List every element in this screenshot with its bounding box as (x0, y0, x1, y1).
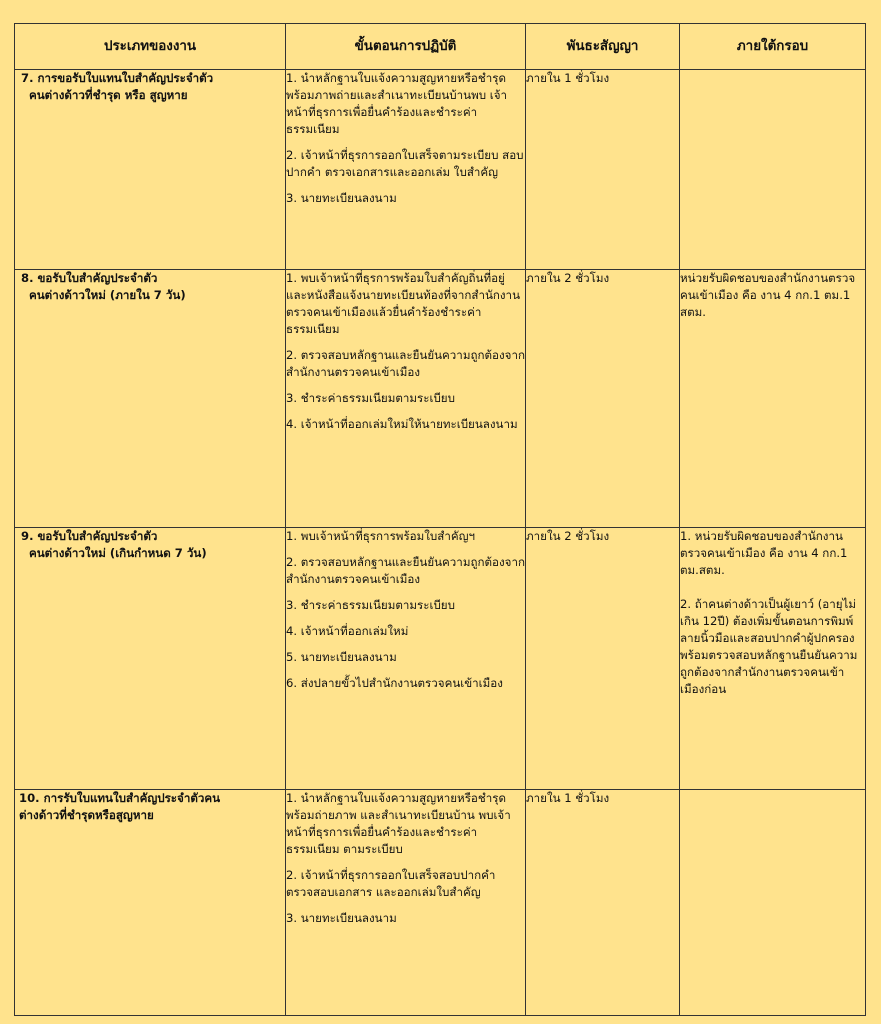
steps-cell (286, 70, 526, 270)
step-item: 2. เจ้าหน้าที่ธุรการออกใบเสร็จสอบปากคำ ตรวจสอบเอกสาร และออกเล่มใบสำคัญ (286, 868, 496, 899)
steps-cell (286, 528, 526, 790)
time-cell: ภายใน 1 ชั่วโมง (526, 70, 680, 270)
header-type: ประเภทของงาน (15, 24, 286, 70)
step-item: 1. นำหลักฐานใบแจ้งความสูญหายหรือชำรุดพร้อมถ่ายภาพ และสำเนาทะเบียนบ้าน พบเจ้าหน้าที่ธุรการเพื่อยื่นคำร้องและชำระค่าธรรมเนียม ตามระเบียบ (286, 791, 511, 856)
step-item: 3. นายทะเบียนลงนาม (286, 911, 397, 925)
time-cell: ภายใน 2 ชั่วโมง (526, 270, 680, 528)
service-type-line1: 8. ขอรับใบสำคัญประจำตัว (21, 271, 158, 285)
table-row (15, 70, 866, 270)
service-type-line1: 7. การขอรับใบแทนใบสำคัญประจำตัว (21, 71, 214, 85)
scope-cell (680, 70, 866, 270)
service-type-line1: 10. การรับใบแทนใบสำคัญประจำตัวคน (19, 791, 221, 805)
time-cell: ภายใน 1 ชั่วโมง (526, 790, 680, 1016)
step-item: 3. ชำระค่าธรรมเนียมตามระเบียบ (286, 391, 455, 405)
scope-item: 2. ถ้าคนต่างด้าวเป็นผู้เยาว์ (อายุไม่เกิน 12ปี) ต้องเพิ่มขั้นตอนการพิมพ์ลายนิ้วมือและสอบปากคำผู้ปกครองพร้อมตรวจสอบหลักฐานยืนยันความถูกต้องจากสำนักงานตรวจคนเข้าเมืองก่อน (680, 597, 858, 696)
step-item: 1. พบเจ้าหน้าที่ธุรการพร้อมใบสำคัญฯ (286, 529, 476, 543)
service-type-line1: 9. ขอรับใบสำคัญประจำตัว (21, 529, 158, 543)
step-item: 1. พบเจ้าหน้าที่ธุรการพร้อมใบสำคัญถิ่นที่อยู่และหนังสือแจ้งนายทะเบียนท้องที่จากสำนักงานตรวจคนเข้าเมืองแล้วยื่นคำร้องชำระค่าธรรมเนียม (286, 271, 520, 336)
step-item: 2. ตรวจสอบหลักฐานและยืนยันความถูกต้องจากสำนักงานตรวจคนเข้าเมือง (286, 348, 525, 379)
time-cell: ภายใน 2 ชั่วโมง (526, 528, 680, 790)
step-item: 2. ตรวจสอบหลักฐานและยืนยันความถูกต้องจากสำนักงานตรวจคนเข้าเมือง (286, 555, 525, 586)
service-type-cell (15, 528, 286, 790)
table-row (15, 528, 866, 790)
table-header-row (15, 24, 866, 70)
service-type-line2: คนต่างด้าวใหม่ (ภายใน 7 วัน) (29, 288, 186, 302)
header-steps: ขั้นตอนการปฏิบัติ (286, 24, 526, 70)
step-item: 4. เจ้าหน้าที่ออกเล่มใหม่ (286, 624, 409, 638)
table-row (15, 270, 866, 528)
step-item: 6. ส่งปลายขั้วไปสำนักงานตรวจคนเข้าเมือง (286, 676, 503, 690)
step-item: 4. เจ้าหน้าที่ออกเล่มใหม่ให้นายทะเบียนลงนาม (286, 417, 518, 431)
step-item: 3. นายทะเบียนลงนาม (286, 191, 397, 205)
header-time: พันธะสัญญา (526, 24, 680, 70)
scope-item: หน่วยรับผิดชอบของสำนักงานตรวจคนเข้าเมือง คือ งาน 4 กก.1 ตม.1 สตม. (680, 271, 856, 319)
service-type-line2: คนต่างด้าวใหม่ (เกินกำหนด 7 วัน) (29, 546, 207, 560)
scope-item: 1. หน่วยรับผิดชอบของสำนักงานตรวจคนเข้าเมือง คือ งาน 4 กก.1 ตม.สตม. (680, 529, 848, 577)
service-type-cell (15, 270, 286, 528)
service-procedure-table (14, 23, 866, 1016)
service-type-cell (15, 70, 286, 270)
scope-cell (680, 270, 866, 528)
scope-cell (680, 790, 866, 1016)
steps-cell (286, 270, 526, 528)
step-item: 2. เจ้าหน้าที่ธุรการออกใบเสร็จตามระเบียบ สอบปากคำ ตรวจเอกสารและออกเล่ม ใบสำคัญ (286, 148, 524, 179)
service-type-cell (15, 790, 286, 1016)
table-row (15, 790, 866, 1016)
step-item: 5. นายทะเบียนลงนาม (286, 650, 397, 664)
steps-cell (286, 790, 526, 1016)
header-scope: ภายใต้กรอบ (680, 24, 866, 70)
service-type-line2: คนต่างด้าวที่ชำรุด หรือ สูญหาย (29, 88, 188, 102)
step-item: 3. ชำระค่าธรรมเนียมตามระเบียบ (286, 598, 455, 612)
scope-cell (680, 528, 866, 790)
service-type-line2: ต่างด้าวที่ชำรุดหรือสูญหาย (19, 808, 154, 822)
step-item: 1. นำหลักฐานใบแจ้งความสูญหายหรือชำรุด พร้อมภาพถ่ายและสำเนาทะเบียนบ้านพบ เจ้าหน้าที่ธุรการเพื่อยื่นคำร้องและชำระค่าธรรมเนียม (286, 71, 508, 136)
